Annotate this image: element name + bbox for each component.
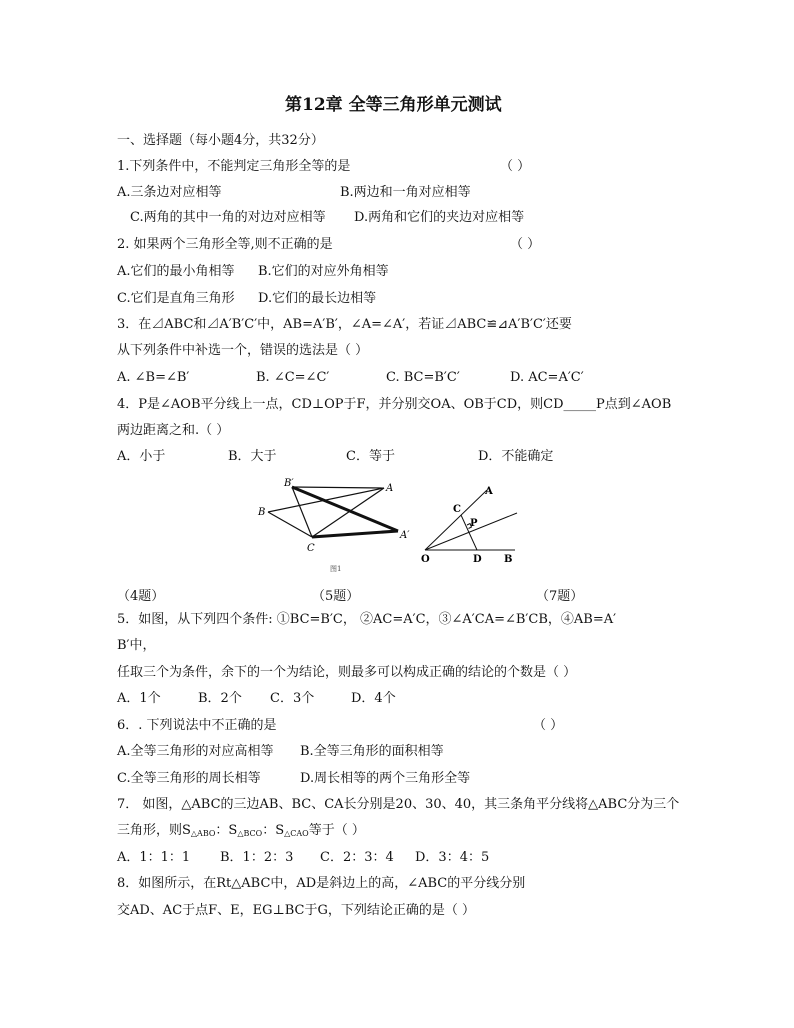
segment-bprime-a xyxy=(292,487,384,488)
label-a: A xyxy=(485,486,493,497)
q5-line3: 任取三个为条件，余下的一个为结论，则最多可以构成正确的结论的个数是（ ） xyxy=(117,665,577,680)
label-a-prime: A′ xyxy=(400,530,410,541)
ray-oa xyxy=(425,490,487,550)
q6-option-d: D.周长相等的两个三角形全等 xyxy=(300,771,471,786)
q8-line1: 8．如图所示，在Rt△ABC中，AD是斜边上的高，∠ABC的平分线分别 xyxy=(117,876,526,891)
segment-c-aprime xyxy=(312,531,398,537)
q7-line2-pre: 三角形，则S xyxy=(117,823,191,838)
q2-paren: （ ） xyxy=(510,237,541,252)
q6-stem: 6．. 下列说法中不正确的是 xyxy=(117,718,277,733)
label-p: P xyxy=(470,518,478,529)
q3-line2: 从下列条件中补选一个，错误的选法是（ ） xyxy=(117,343,369,358)
q5-line1: 5．如图，从下列四个条件: ①BC=B′C， ②AC=A′C，③∠A′CA=∠B′CB，④AB=A′ xyxy=(117,612,617,627)
q7-option-a: A．1：1：1 xyxy=(117,850,191,865)
caption-q5: （5题） xyxy=(312,589,360,604)
q7-line2-post: 等于（ ） xyxy=(308,823,365,838)
section-heading: 一、选择题（每小题4分，共32分） xyxy=(117,133,324,148)
page-title: 第12章 全等三角形单元测试 xyxy=(285,95,502,115)
q1-paren: （ ） xyxy=(500,159,531,174)
q7-sep2: ：S xyxy=(262,823,285,838)
q4-option-b: B．大于 xyxy=(228,449,277,464)
segment-b-c xyxy=(268,512,312,537)
caption-q7: （7题） xyxy=(536,589,584,604)
q3-option-a: A. ∠B=∠B′ xyxy=(117,370,190,385)
q7-option-d: D．3：4：5 xyxy=(415,850,490,865)
q1-option-c: C.两角的其中一角的对边对应相等 xyxy=(130,210,326,225)
label-b: B xyxy=(258,507,266,518)
q6-option-b: B.全等三角形的面积相等 xyxy=(300,744,444,759)
q7-sub-cao: △CAO xyxy=(284,829,309,838)
label-a: A xyxy=(386,483,394,494)
q7-line1: 7． 如图，△ABC的三边AB、BC、CA长分别是20、30、40，其三条角平分线将△ABC分为三个 xyxy=(117,797,680,812)
label-d: D xyxy=(473,554,482,565)
q1-stem: 1.下列条件中，不能判定三角形全等的是 xyxy=(117,159,351,174)
q5-option-c: C．3个 xyxy=(270,691,315,706)
q1-option-b: B.两边和一角对应相等 xyxy=(340,185,471,200)
q4-option-d: D．不能确定 xyxy=(478,449,554,464)
q2-stem: 2. 如果两个三角形全等,则不正确的是 xyxy=(117,237,333,252)
q3-option-b: B. ∠C=∠C′ xyxy=(256,370,330,385)
q5-option-b: B．2个 xyxy=(198,691,242,706)
segment-bprime-aprime xyxy=(292,487,398,531)
q2-option-d: D.它们的最长边相等 xyxy=(258,291,377,306)
q4-line2: 两边距离之和.（ ） xyxy=(117,423,230,438)
q8-line2: 交AD、AC于点F、E，EG⊥BC于G，下列结论正确的是（ ） xyxy=(117,903,476,918)
figure-q7 xyxy=(415,480,525,568)
q3-option-d: D. AC=A′C′ xyxy=(510,370,584,385)
q7-sub-bco: △BCO xyxy=(237,829,263,838)
caption-q4: （4题） xyxy=(117,589,165,604)
q2-option-c: C.它们是直角三角形 xyxy=(117,291,235,306)
q5-option-a: A．1个 xyxy=(117,691,161,706)
q5-option-d: D．4个 xyxy=(351,691,396,706)
label-o: O xyxy=(421,554,430,565)
label-c: C xyxy=(307,543,315,554)
q1-option-a: A.三条边对应相等 xyxy=(117,185,222,200)
label-b-prime: B′ xyxy=(284,478,294,489)
figure-caption-small: 图1 xyxy=(330,565,342,573)
q2-option-a: A.它们的最小角相等 xyxy=(117,264,235,279)
q4-line1: 4．P是∠AOB平分线上一点，CD⊥OP于F，并分别交OA、OB于CD，则CD_____P点到∠AOB xyxy=(117,397,672,412)
q4-option-c: C．等于 xyxy=(346,449,395,464)
q7-option-c: C．2：3：4 xyxy=(320,850,394,865)
q5-line2: B′中， xyxy=(117,638,156,653)
q3-line1: 3．在⊿ABC和⊿A′B′C′中，AB=A′B′，∠A=∠A′，若证⊿ABC≌⊿A′B′C′还要 xyxy=(117,317,572,332)
q6-paren: （ ） xyxy=(533,718,564,733)
q7-sep1: ：S xyxy=(215,823,238,838)
figure-q5 xyxy=(250,475,420,575)
q6-option-a: A.全等三角形的对应高相等 xyxy=(117,744,274,759)
q7-line2 xyxy=(117,823,365,842)
q3-option-c: C. BC=B′C′ xyxy=(386,370,460,385)
q7-option-b: B．1：2：3 xyxy=(220,850,294,865)
label-c: C xyxy=(453,504,461,515)
q1-option-d: D.两角和它们的夹边对应相等 xyxy=(354,210,525,225)
q6-option-c: C.全等三角形的周长相等 xyxy=(117,771,261,786)
q2-option-b: B.它们的对应外角相等 xyxy=(258,264,389,279)
q4-option-a: A．小于 xyxy=(117,449,166,464)
q7-sub-abo: △ABO xyxy=(190,829,216,838)
label-b: B xyxy=(504,554,513,565)
